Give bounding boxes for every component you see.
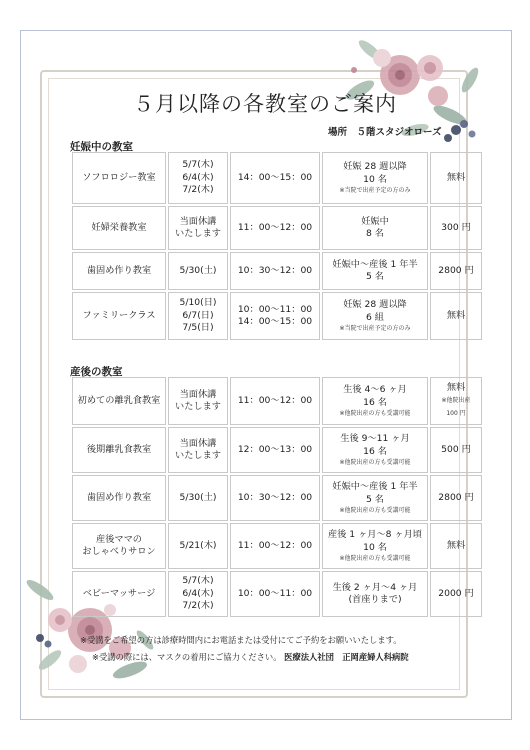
class-target-line: 16 名 [363, 396, 387, 408]
class-fee-cell [430, 206, 482, 250]
class-target-line: 10 名 [363, 173, 387, 185]
class-date-line: 当面休講 [179, 215, 217, 227]
class-target-line: 16 名 [363, 445, 387, 457]
class-date-line: 7/2(木) [182, 184, 214, 196]
class-date-line: 5/30(土) [179, 491, 217, 503]
class-time-line: 10：00〜11：00 [237, 587, 313, 599]
class-name-cell [72, 427, 166, 473]
class-name-line: 歯固め作り教室 [86, 491, 152, 503]
class-time-line: 10：00〜11：00 [237, 303, 313, 315]
class-target-line: 妊娠中〜産後 1 年半 [332, 258, 418, 270]
class-target-note: ※他院出産の方も受講可能 [339, 554, 411, 562]
class-name-cell [72, 475, 166, 521]
class-time-line: 11：00〜12：00 [237, 539, 313, 551]
class-time-line: 10：30〜12：00 [237, 264, 313, 276]
section-label-postpartum: 産後の教室 [70, 366, 123, 378]
table-row [72, 427, 482, 473]
table-row [72, 292, 482, 340]
table-row [72, 152, 482, 204]
class-name-cell [72, 571, 166, 617]
class-fee-line: 300 円 [441, 221, 471, 233]
class-date-line: 5/7(木) [182, 575, 214, 587]
class-name-line: 産後ママの [96, 533, 142, 545]
class-name-line: ソフロロジー教室 [82, 171, 156, 183]
class-target-line: 5 名 [366, 271, 384, 282]
class-target-line: 生後 9〜11 ヶ月 [340, 433, 410, 445]
class-target-note: ※他院出産の方も受講可能 [339, 506, 411, 514]
class-target-cell [322, 206, 428, 250]
footer-reservation-note: ※受講をご希望の方は診療時間内にお電話または受付にてご予約をお願いいたします。 [80, 635, 402, 645]
class-fee-line: 無料 [446, 539, 466, 551]
class-target-cell [322, 377, 428, 425]
table-row [72, 252, 482, 290]
class-target-line: 生後 4〜6 ヶ月 [343, 384, 407, 396]
class-name-line: 妊婦栄養教室 [91, 221, 147, 233]
class-fee-cell [430, 571, 482, 617]
class-time-line: 11：00〜12：00 [237, 394, 313, 406]
class-target-line: 妊娠中 [361, 215, 389, 227]
class-date-cell [168, 252, 228, 290]
class-date-line: 6/7(日) [182, 309, 214, 321]
organization-name: 医療法人社団 正岡産婦人科病院 [284, 652, 409, 662]
class-time-line: 11：00〜12：00 [237, 221, 313, 233]
class-target-cell [322, 523, 428, 569]
class-time-cell [230, 292, 320, 340]
section-label-pregnancy: 妊娠中の教室 [70, 141, 133, 153]
class-date-line: 当面休講 [179, 388, 217, 400]
page-title: ５月以降の各教室のご案内 [133, 92, 397, 116]
class-date-line: いたします [175, 401, 221, 412]
class-time-cell [230, 523, 320, 569]
class-date-line: いたします [175, 450, 221, 461]
class-fee-cell [430, 427, 482, 473]
class-target-line: 生後 2 ヶ月〜4 ヶ月 [332, 581, 418, 593]
class-date-line: いたします [175, 228, 221, 239]
class-target-cell [322, 152, 428, 204]
postpartum-class-table [70, 375, 484, 619]
table-row [72, 377, 482, 425]
class-fee-cell [430, 292, 482, 340]
class-target-note: ※他院出産の方も受講可能 [339, 409, 411, 417]
class-fee-line: 500 円 [441, 443, 471, 455]
class-time-line: 14：00〜15：00 [237, 171, 313, 183]
class-name-cell [72, 252, 166, 290]
class-target-line: 6 組 [366, 311, 384, 323]
class-fee-cell [430, 152, 482, 204]
class-target-line: 8 名 [366, 228, 384, 239]
class-date-line: 6/4(木) [182, 587, 214, 599]
class-target-note: ※当院で出産予定の方のみ [339, 186, 411, 194]
class-date-cell [168, 571, 228, 617]
class-target-cell [322, 252, 428, 290]
class-name-cell [72, 523, 166, 569]
footer-mask-text: ※受講の際には、マスクの着用にご協力ください。 [92, 652, 282, 662]
class-date-line: 5/10(日) [179, 297, 217, 309]
class-fee-line: 2000 円 [438, 587, 474, 599]
class-fee-cell [430, 523, 482, 569]
class-date-cell [168, 292, 228, 340]
class-fee-cell [430, 377, 482, 425]
class-time-cell [230, 206, 320, 250]
class-name-line: 後期離乳食教室 [86, 443, 152, 455]
class-date-line: 7/5(日) [182, 322, 214, 334]
class-name-line: 歯固め作り教室 [86, 264, 152, 276]
class-time-cell [230, 152, 320, 204]
class-fee-line: 2800 円 [438, 264, 474, 276]
table-row [72, 206, 482, 250]
class-target-line: 妊娠中〜産後 1 年半 [332, 481, 418, 493]
class-time-cell [230, 475, 320, 521]
class-time-cell [230, 427, 320, 473]
class-date-cell [168, 152, 228, 204]
class-date-line: 当面休講 [179, 437, 217, 449]
class-fee-line: 無料 [446, 171, 466, 183]
class-fee-line: 2800 円 [438, 491, 474, 503]
class-name-line: ベビーマッサージ [82, 587, 156, 599]
class-target-line: 産後 1 ヶ月〜8 ヶ月頃 [328, 529, 422, 541]
class-target-line: 妊娠 28 週以降 [343, 161, 407, 173]
class-fee-line: 無料 [446, 309, 466, 321]
class-time-cell [230, 377, 320, 425]
class-fee-line: 無料 [446, 381, 466, 393]
class-date-cell [168, 427, 228, 473]
venue-label: 場所 ５階スタジオローズ [328, 127, 442, 138]
class-date-line: 5/21(木) [179, 539, 217, 551]
class-date-line: 6/4(木) [182, 171, 214, 183]
footer-mask-note [92, 651, 409, 663]
class-date-line: 5/7(木) [182, 159, 214, 171]
class-target-line: (首座りまで) [348, 594, 402, 605]
class-name-line: おしゃべりサロン [82, 546, 156, 557]
class-target-cell [322, 475, 428, 521]
class-name-line: 初めての離乳食教室 [77, 394, 161, 406]
class-date-line: 5/30(土) [179, 264, 217, 276]
class-date-cell [168, 523, 228, 569]
class-name-cell [72, 206, 166, 250]
class-time-cell [230, 571, 320, 617]
class-name-cell [72, 377, 166, 425]
class-time-line: 14：00〜15：00 [237, 316, 313, 327]
class-target-line: 妊娠 28 週以降 [343, 299, 407, 311]
class-date-cell [168, 475, 228, 521]
class-fee-cell [430, 475, 482, 521]
class-time-line: 12：00〜13：00 [237, 443, 313, 455]
class-target-cell [322, 292, 428, 340]
class-name-line: ファミリークラス [82, 309, 156, 321]
class-target-line: 10 名 [363, 541, 387, 553]
class-name-cell [72, 292, 166, 340]
table-row [72, 523, 482, 569]
pregnancy-class-table [70, 150, 484, 342]
class-fee-note: ※他院出産 100 円 [441, 397, 471, 418]
class-target-note: ※他院出産の方も受講可能 [339, 458, 411, 466]
class-target-note: ※当院で出産予定の方のみ [339, 324, 411, 332]
class-target-line: 5 名 [366, 493, 384, 505]
class-target-cell [322, 427, 428, 473]
class-date-line: 7/2(木) [182, 600, 214, 612]
class-target-cell [322, 571, 428, 617]
class-fee-cell [430, 252, 482, 290]
class-time-line: 10：30〜12：00 [237, 491, 313, 503]
table-row [72, 475, 482, 521]
table-row [72, 571, 482, 617]
class-time-cell [230, 252, 320, 290]
class-name-cell [72, 152, 166, 204]
class-date-cell [168, 377, 228, 425]
class-date-cell [168, 206, 228, 250]
